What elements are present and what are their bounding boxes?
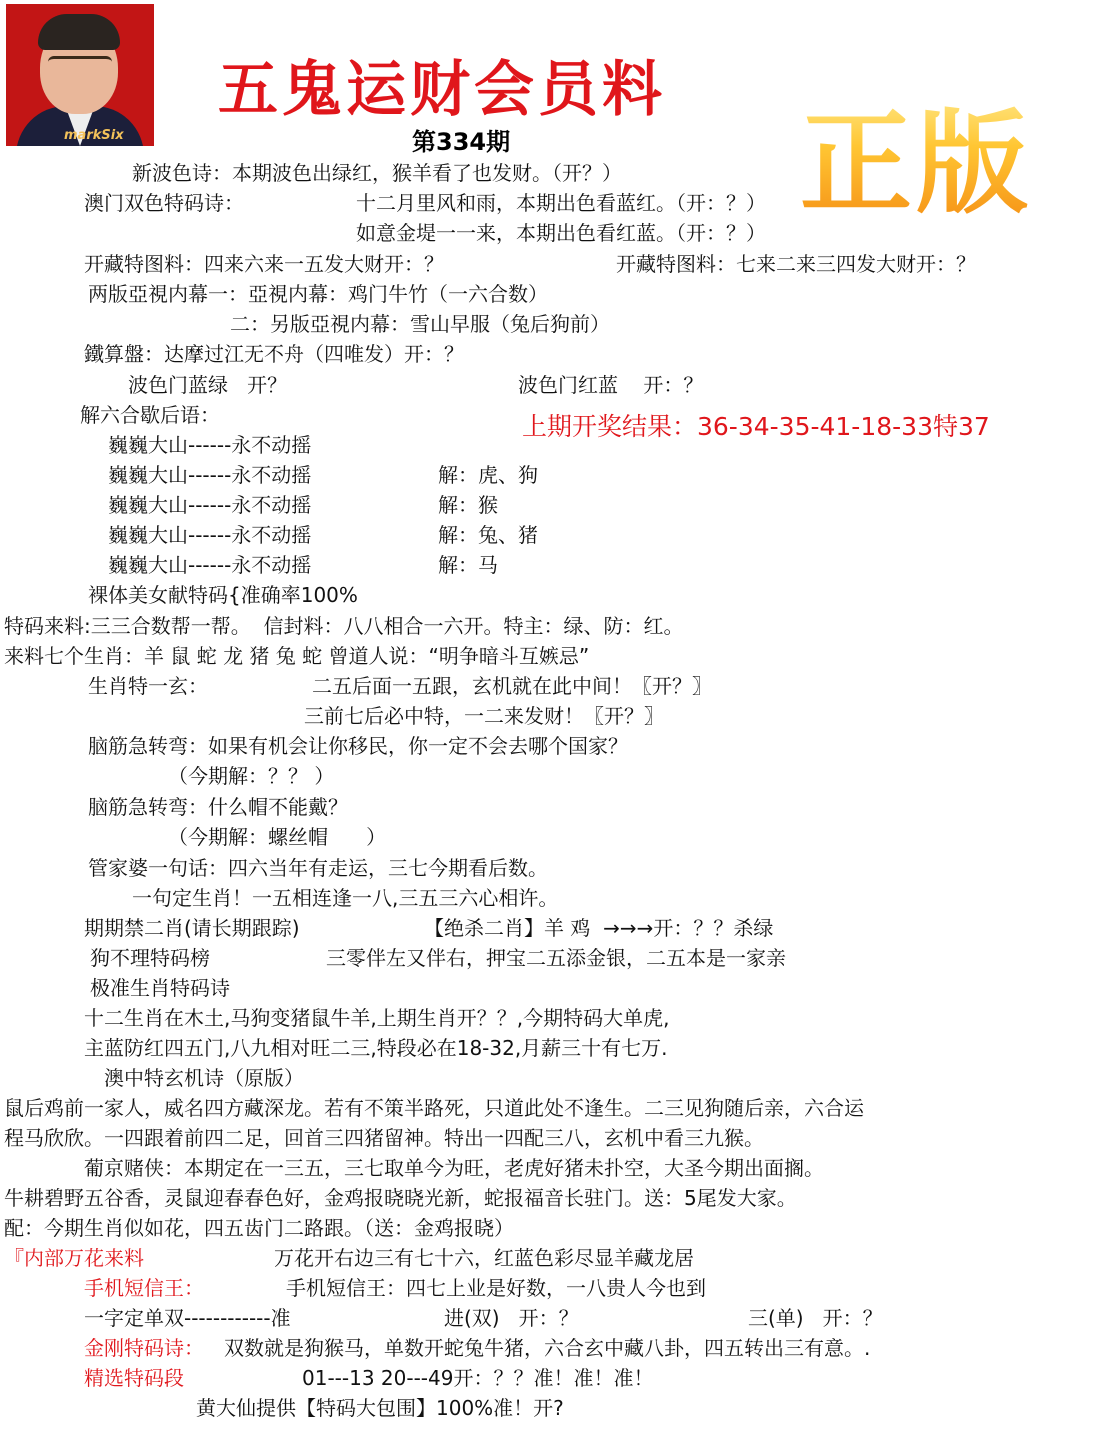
text-line: 脑筋急转弯：什么帽不能戴？ (88, 795, 348, 819)
text-line: 澳中特玄机诗（原版） (104, 1066, 304, 1090)
text-line: 三前七后必中特，一二来发财！〖开？〗 (304, 704, 664, 728)
text-line: 管家婆一句话：四六当年有走运，三七今期看后数。 (88, 856, 548, 880)
text-line: 如意金堤一一来，本期出色看红蓝。（开：？） (356, 221, 766, 245)
text-line: 二五后面一五跟，玄机就在此中间！〖开？〗 (312, 674, 712, 698)
text-line: 十二生肖在木土,马狗变猪鼠牛羊,上期生肖开？？,今期特码大单虎, (84, 1006, 670, 1030)
text-line: 黄大仙提供【特码大包围】100%准！开? (196, 1396, 564, 1420)
text-line: 葡京赌侠：本期定在一三五，三七取单今为旺，老虎好猪未扑空，大圣今期出面搁。 (84, 1156, 824, 1180)
text-line-highlight: 『内部万花来料 (4, 1246, 144, 1270)
photo-brand: markSix (64, 128, 124, 143)
text-line: 一字定单双------------准 (84, 1306, 291, 1330)
text-line: 狗不理特码榜 (90, 946, 210, 970)
text-line: 三零伴左又伴右，押宝二五添金银，二五本是一家亲 (326, 946, 786, 970)
text-line: 主蓝防红四五门,八九相对旺二三,特段必在18-32,月薪三十有七万. (84, 1036, 668, 1060)
text-line-highlight: 手机短信王： (84, 1276, 204, 1300)
text-line: 裸体美女献特码{准确率100% (88, 583, 358, 607)
text-line: 双数就是狗猴马，单数开蛇兔牛猪，六合玄中藏八卦，四五转出三有意。. (224, 1336, 871, 1360)
text-line: 01---13 20---49开：？？准！准！准！ (302, 1366, 654, 1390)
text-line: 巍巍大山------永不动摇 (108, 523, 312, 547)
text-line: 来料七个生肖：羊 鼠 蛇 龙 猪 兔 蛇 曾道人说：“明争暗斗互嫉忌” (4, 644, 590, 668)
text-line: （今期解：螺丝帽 ） (168, 825, 387, 849)
text-line: 脑筋急转弯：如果有机会让你移民，你一定不会去哪个国家？ (88, 734, 628, 758)
text-line-highlight: 金刚特码诗： (84, 1336, 204, 1360)
text-line: （今期解：？？ ） (168, 764, 335, 788)
text-line: 解：猴 (438, 493, 498, 517)
issue-number: 第334期 (412, 128, 511, 156)
page-title: 五鬼运财会员料 (218, 55, 666, 125)
text-line: 巍巍大山------永不动摇 (108, 463, 312, 487)
text-line: 极准生肖特码诗 (90, 976, 230, 1000)
text-line: 生肖特一玄： (88, 674, 208, 698)
text-line: 牛耕碧野五谷香，灵鼠迎春春色好，金鸡报晓晓光新，蛇报福音长驻门。送：5尾发大家。 (4, 1186, 797, 1210)
text-line: 手机短信王：四七上业是好数，一八贵人今也到 (286, 1276, 706, 1300)
text-line: 开藏特图料：四来六来一五发大财开：？ (84, 252, 444, 276)
text-line: 解六合歇后语： (80, 403, 220, 427)
text-line: 新波色诗：本期波色出绿红，猴羊看了也发财。（开？） (132, 161, 622, 185)
text-line: 三(单) 开：？ (748, 1306, 883, 1330)
genuine-stamp: 正版 (800, 74, 1032, 235)
text-line: 一句定生肖！一五相连逢一八,三五三六心相许。 (132, 886, 559, 910)
last-result: 上期开奖结果：36-34-35-41-18-33特37 (522, 412, 990, 441)
text-line: 配：今期生肖似如花，四五齿门二路跟。（送：金鸡报晓） (4, 1216, 514, 1240)
text-line: 巍巍大山------永不动摇 (108, 433, 312, 457)
text-line: 万花开右边三有七十六，红蓝色彩尽显羊藏龙居 (274, 1246, 694, 1270)
text-line: 特码来料:三三合数帮一帮。 信封料：八八相合一六开。特主：绿、防：红。 (4, 614, 684, 638)
text-line: 程马欣欣。一四跟着前四二足，回首三四猪留神。特出一四配三八，玄机中看三九猴。 (4, 1126, 764, 1150)
text-line: 鼠后鸡前一家人，威名四方藏深龙。若有不策半路死，只道此处不逢生。二三见狗随后亲，六合运 (4, 1096, 864, 1120)
text-line: 解：马 (438, 553, 498, 577)
text-line: 两版亞視内幕一：亞視内幕：鸡门牛竹（一六合数） (88, 282, 548, 306)
text-line: 解：兔、猪 (438, 523, 538, 547)
text-line: 巍巍大山------永不动摇 (108, 553, 312, 577)
text-line-highlight: 精选特码段 (84, 1366, 184, 1390)
header-photo (6, 4, 154, 146)
text-line: 巍巍大山------永不动摇 (108, 493, 312, 517)
photo-hair (38, 14, 120, 50)
text-line: 二：另版亞視内幕：雪山早服（兔后狗前） (230, 312, 610, 336)
text-line: 鐵算盤：达摩过江无不舟（四唯发）开：？ (84, 342, 464, 366)
text-line: 开藏特图料：七来二来三四发大财开：？ (616, 252, 976, 276)
text-line: 澳门双色特码诗： (84, 191, 244, 215)
text-line: 【绝杀二肖】羊 鸡 →→→开：？？杀绿 (424, 916, 774, 940)
text-line: 解：虎、狗 (438, 463, 538, 487)
text-line: 波色门蓝绿 开？ (128, 373, 288, 397)
text-line: 波色门红蓝 开：？ (518, 373, 704, 397)
text-line: 十二月里风和雨，本期出色看蓝红。（开：？） (356, 191, 766, 215)
photo-glasses (48, 56, 112, 73)
text-line: 进(双) 开：？ (444, 1306, 579, 1330)
text-line: 期期禁二肖(请长期跟踪) (84, 916, 300, 940)
